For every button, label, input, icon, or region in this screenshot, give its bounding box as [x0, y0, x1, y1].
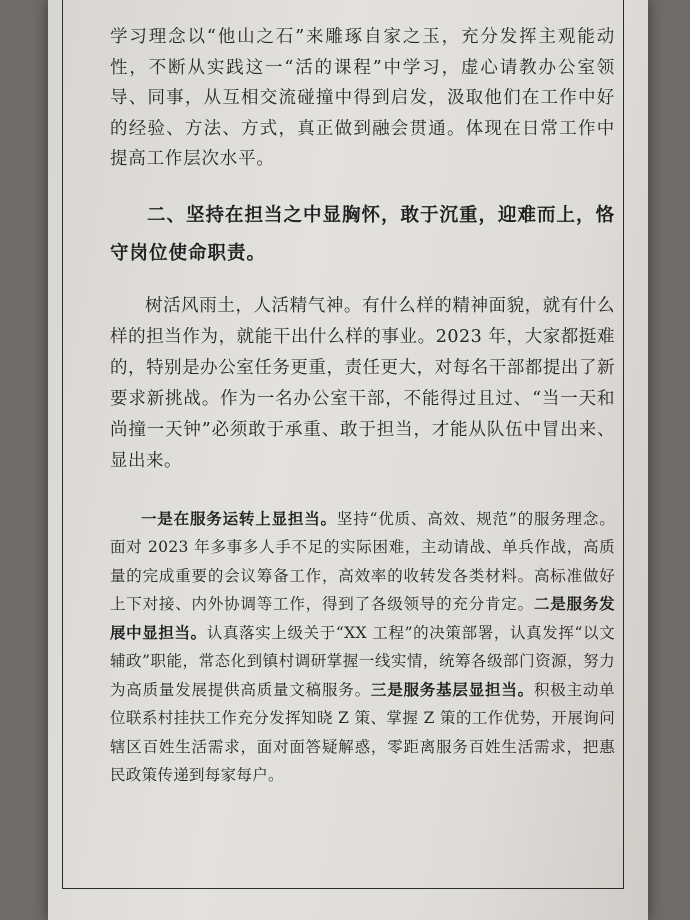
point-2-title: 二是服务发展中显担当。: [110, 595, 615, 642]
section-heading-2: 二、坚持在担当之中显胸怀，敢于沉重，迎难而上，恪守岗位使命职责。: [110, 204, 616, 264]
point-3-title: 三是服务基层显担当。: [370, 680, 534, 699]
paragraph-three-points: [110, 505, 615, 790]
point-1-title: 一是在服务运转上显担当。: [141, 509, 337, 528]
point-1-text: 坚持“优质、高效、规范”的服务理念。面对 2023 年多事多人手不足的实际困难，主动请战、单兵作战，高质量的完成重要的会议筹备工作，高效率的收转发各类材料。高标准做好上下对接、内外协调等工作，得到了各级领导的充分肯定。: [110, 509, 615, 613]
paragraph-study-philosophy: 学习理念以“他山之石”来雕琢自家之玉，充分发挥主观能动性，不断从实践这一“活的课程”中学习，虚心请教办公室领导、同事，从互相交流碰撞中得到启发，汲取他们在工作中好的经验、方法、方式，真正做到融会贯通。体现在日常工作中提高工作层次水平。: [110, 27, 615, 169]
document-page: [48, 0, 648, 920]
point-3-text: 积极主动单位联系村挂扶工作充分发挥知晓 Z 策、掌握 Z 策的工作优势，开展询问辖区百姓生活需求，面对面答疑解惑，零距离服务百姓生活需求，把惠民政策传递到每家每户。: [110, 680, 615, 784]
point-2-text: 认真落实上级关于“XX 工程”的决策部署，认真发挥“以文辅政”职能，常态化到镇村调研掌握一线实情，统筹各级部门资源，努力为高质量发展提供高质量文稿服务。: [110, 623, 615, 699]
document-body: [110, 22, 615, 805]
paragraph-spirit: 树活风雨土，人活精气神。有什么样的精神面貌，就有什么样的担当作为，就能干出什么样的事业。2023 年，大家都挺难的，特别是办公室任务更重，责任更大，对每名干部都提出了新要求新挑战。作为一名办公室干部，不能得过且过、“当一天和尚撞一天钟”必须敢于承重、敢于担当，才能从队伍中冒出来、显出来。: [110, 295, 615, 471]
